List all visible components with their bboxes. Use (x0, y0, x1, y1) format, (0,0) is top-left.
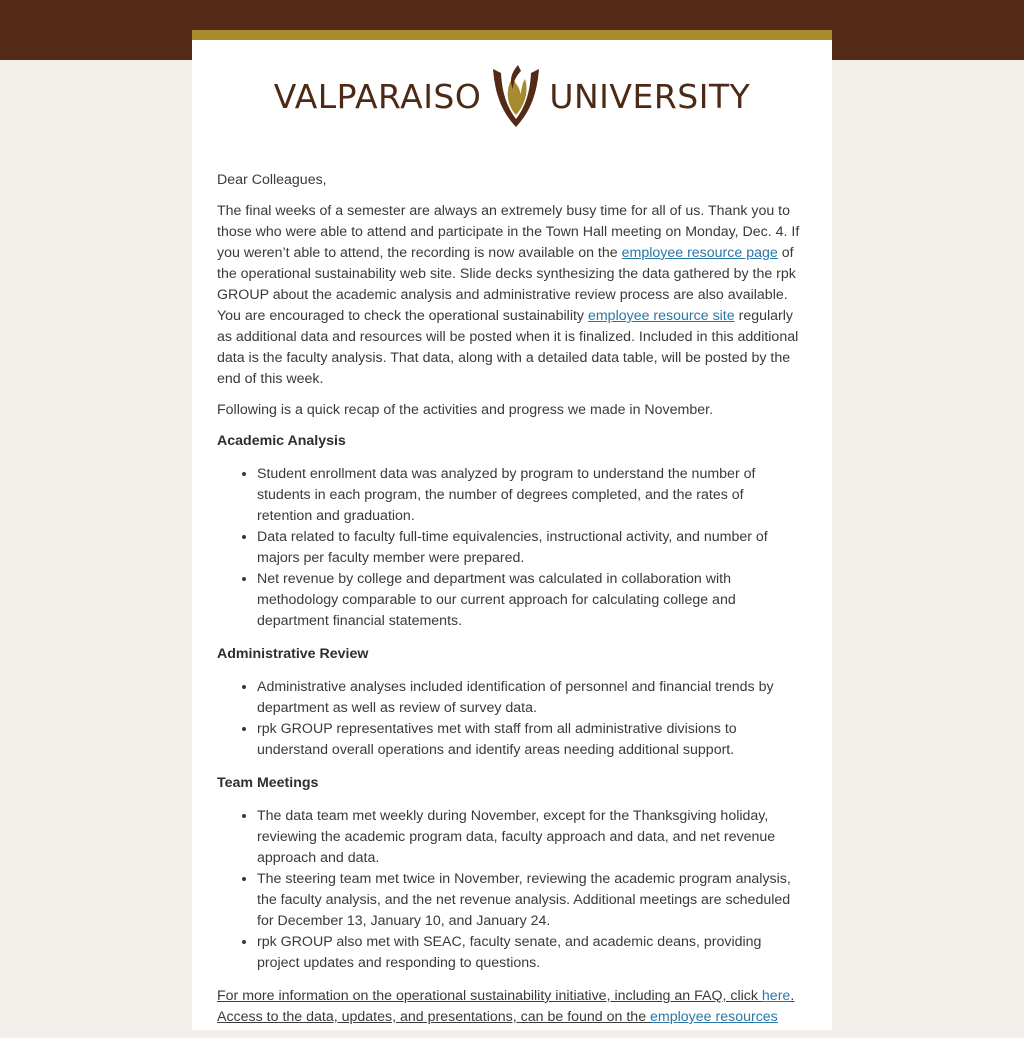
list-item: • Data related to faculty full-time equivalencies, instructional activity, and number of majors per faculty member were prepared. (257, 527, 807, 569)
footer-paragraph (217, 986, 807, 1028)
section-heading-academic: Academic Analysis (217, 433, 346, 449)
list-item: • Student enrollment data was analyzed by program to understand the number of students in each program, the number of degrees completed, and the rates of retention and graduation. (257, 464, 807, 527)
list-item: • The steering team met twice in November, reviewing the academic program analysis, the faculty analysis, and the net revenue analysis. Additional meetings are scheduled for December 13, January 10, and January 24. (257, 869, 807, 932)
list-item: • rpk GROUP representatives met with staff from all administrative divisions to understand overall operations and identify areas needing additional support. (257, 719, 807, 761)
logo-wordmark-left: VALPARAISO (273, 76, 482, 116)
list-item: • rpk GROUP also met with SEAC, faculty senate, and academic deans, providing project updates and responding to questions. (257, 932, 807, 974)
administrative-list (217, 677, 807, 761)
flame-shield-icon (491, 63, 541, 129)
intro-text-3: regularly as additional data and resources will be posted when it is finalized. Included in this additional data is the faculty analysis. That data, along with a detailed data table, will be posted by the end of this week. (217, 308, 799, 387)
list-item: • Administrative analyses included identification of personnel and financial trends by department as well as review of survey data. (257, 677, 807, 719)
footer-text-1: For more information on the operational sustainability initiative, including an FAQ, click (217, 988, 762, 1004)
list-item: • Net revenue by college and department was calculated in collaboration with methodology comparable to our current approach for calculating college and department financial statements. (257, 569, 807, 632)
employee-resource-site-link[interactable]: employee resource site (587, 308, 735, 324)
academic-list (217, 464, 807, 632)
greeting: Dear Colleagues, (217, 172, 327, 188)
faq-here-link[interactable]: here (761, 988, 791, 1004)
section-heading-team-meetings: Team Meetings (217, 775, 319, 791)
section-heading-administrative: Administrative Review (217, 646, 369, 662)
recap-paragraph: Following is a quick recap of the activities and progress we made in November. (217, 402, 714, 418)
footer-text-2: . Access to the data, updates, and presentations, can be found on the (217, 988, 795, 1025)
intro-text-1: The final weeks of a semester are always an extremely busy time for all of us. Thank you to those who were able to attend and participate in the Town Hall meeting on Monday, Dec. 4. If you weren’t able to attend, the recording is now available on the (217, 203, 800, 261)
team-meetings-list (217, 806, 807, 974)
intro-text-2: of the operational sustainability web site. Slide decks synthesizing the data gathered by the rpk GROUP about the academic analysis and administrative review process are also available. You are encouraged to check the operational sustainability (217, 245, 796, 324)
employee-resources-link[interactable]: employee resources (650, 1009, 778, 1025)
logo-wordmark-right: UNIVERSITY (549, 76, 751, 116)
email-card (192, 30, 832, 1030)
list-item: • The data team met weekly during November, except for the Thanksgiving holiday, reviewing the academic program data, faculty approach and data, and net revenue approach and data. (257, 806, 807, 869)
university-logo[interactable] (192, 60, 832, 132)
email-body (217, 170, 807, 1038)
intro-paragraph (217, 201, 807, 390)
employee-resource-page-link[interactable]: employee resource page (621, 245, 778, 261)
